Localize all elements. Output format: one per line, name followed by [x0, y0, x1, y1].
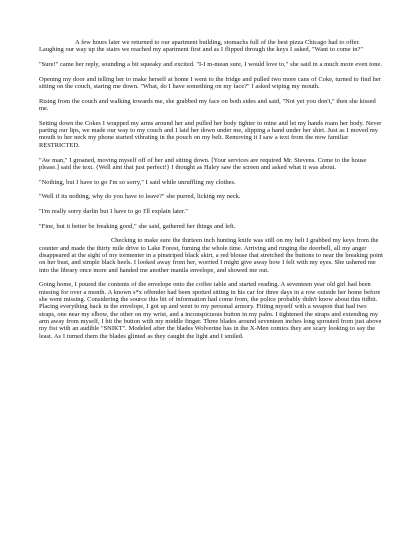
paragraph-10: "Fine, but it better be freaking good," she said, gathered her things and left.	[39, 222, 236, 230]
paragraph-9: "I'm really sorry darlin but I have to go I'll explain later."	[39, 207, 188, 215]
paragraph-4: Rising from the couch and walking towards me, she grabbed my face on both sides and said, "Not yet you don't," then she kissed me.	[39, 97, 376, 113]
paragraph-3: Opening my door and telling her to make herself at home I went to the fridge and pulled two more cans of Coke, turned to find her sitting on the couch, staring me down. "What, do I have something on my face?" I asked wiping my mouth.	[39, 75, 381, 91]
paragraph-8: "Well if its nothing, why do you have to leave?" she purred, licking my neck.	[39, 193, 241, 201]
paragraph-12: Going home, I poured the contents of the envelope onto the coffee table and started reading. A seventeen year old girl had been missing for over a month. A known s*x offender had been spotted sitting in his car for three days in a row outside her home before she went missing. Considering the source this bit of information had come from, the police probably didn't know about this tidbit. Placing everything back in the envelope, I got up and went to my personal armory. Fitting myself with a weapon that had two straps, one near my elbow, the other on my wrist, and a inconspicuous button in my palm. I tightened the straps and extending my arm away from myself, I hit the button with my middle finger. Three blades around seventeen inches long sprouted from just above my fist with an audible "SNIKT". Modeled after the blades Wolverine has in the X-Men comics they are scary looking to say the least. As I turned them the blades glinted as they caught the light and I smiled.	[39, 281, 382, 340]
paragraph-5: Setting down the Cokes I wrapped my arms around her and pulled her body tighter to mine and let my hands roam her body. Never parting our lips, we made our way to my couch and I laid her down under me, slipping a hand under her shirt. Just as I moved my mouth to her neck my phone started vibrating in the pouch on my belt. Removing it I saw a text from the now familiar RESTRICTED.	[39, 119, 382, 149]
paragraph-2: "Sure!" came her reply, sounding a bit squeaky and excited. "I-I m-mean sure, I would love to," she said in a much more even tone.	[39, 61, 382, 69]
document-page	[39, 39, 383, 347]
paragraph-11: Checking to make sure the thirteen inch hunting knife was still on my belt I grabbed my keys from the counter and made the thirty mile drive to Lake Forest, fuming the whole time. Arriving and ringing the doorbell, all my anger disappeared at the sight of my tormenter in a pinstriped black skirt, a red blouse that stretched the buttons to near the breaking point on her bust, and simple black heels. I looked away from her, worried I might give away how I felt with my eyes. She ushered me into the library once more and handed me another manila envelope, and showed me out.	[39, 237, 383, 274]
paragraph-7: "Nothing, but I have to go I'm so sorry," I said while unruffling my clothes.	[39, 178, 236, 186]
paragraph-1: A few hours later we returned to our apartment building, stomachs full of the best pizza Chicago had to offer. Laughing our way up the stairs we reached my apartment first and as I flipped through the keys I asked, "Want to come in?"	[39, 39, 363, 54]
paragraph-6: "Aw man," I groaned, moving myself off of her and sitting down. [Your services are required Mr. Stevens. Come to the house please.] said the text. {Well aint that just perfect!} I thought as Haley saw the screen and asked what it was about.	[39, 156, 367, 171]
